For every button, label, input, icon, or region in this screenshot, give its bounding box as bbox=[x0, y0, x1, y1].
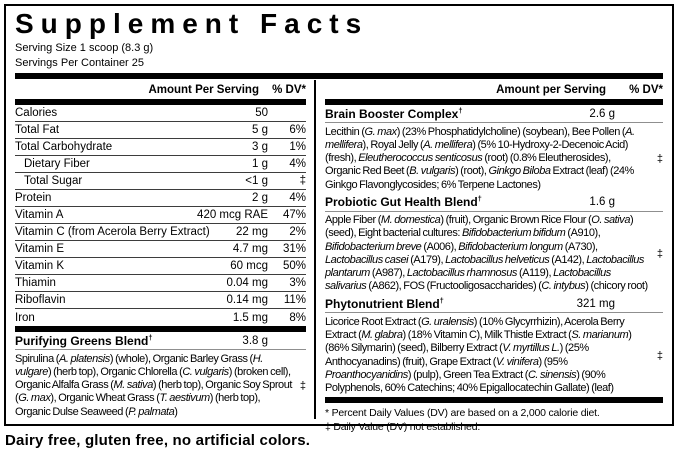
dagger-superscript: † bbox=[148, 332, 153, 342]
facts-columns bbox=[15, 80, 663, 434]
nutrient-dv: 50% bbox=[282, 260, 306, 273]
blend-ingredients: Apple Fiber (M. domestica) (fruit), Organic Brown Rice Flour (O. sativa) (seed), Eight bacterial cultures: Bifidobacterium bifidum (A910), Bifidobacterium breve (A006), Bifidobacterium longum (A730), Lactobacillus casei (A179), Lactobacillus helveticus (A142), Lactobacillus plantarum (A987), Lactobacillus rhamnosus (A119), Lactobacillus salivarius (A862), FOS (Fructooligosaccharides) (C. intybus) (chicory root) bbox=[325, 214, 648, 293]
footnotes bbox=[325, 406, 663, 434]
dagger-superscript: † bbox=[458, 105, 463, 115]
nutrient-dv: 4% bbox=[289, 158, 306, 171]
right-column-header bbox=[325, 80, 663, 99]
footnote-divider-bar bbox=[325, 397, 663, 403]
nutrient-amount: 1.5 mg bbox=[232, 311, 268, 324]
nutrient-name: Protein bbox=[15, 192, 52, 205]
nutrient-row-protein bbox=[15, 190, 306, 207]
blend-name bbox=[325, 107, 589, 121]
blend-amount: 2.6 g bbox=[589, 107, 615, 120]
nutrient-amount: 420 mcg RAE bbox=[197, 209, 268, 222]
nutrient-name: Thiamin bbox=[15, 277, 56, 290]
nutrient-amount: 50 bbox=[255, 107, 268, 120]
nutrient-dv: 2% bbox=[289, 226, 306, 239]
nutrient-amount: 2 g bbox=[252, 192, 268, 205]
nutrient-row-total-fat bbox=[15, 122, 306, 139]
nutrient-dv: 8% bbox=[289, 311, 306, 324]
nutrient-row-vitamin-a bbox=[15, 207, 306, 224]
nutrient-dv: 6% bbox=[289, 124, 306, 137]
blend-description-row bbox=[15, 350, 306, 421]
nutrient-name: Riboflavin bbox=[15, 294, 66, 307]
left-column-header bbox=[15, 80, 306, 99]
blend-description-row bbox=[325, 123, 663, 194]
blend-name bbox=[325, 297, 577, 311]
right-column bbox=[316, 80, 663, 434]
nutrient-dv: 3% bbox=[289, 277, 306, 290]
nutrient-dv: 11% bbox=[283, 294, 306, 307]
nutrient-name: Total Fat bbox=[15, 124, 60, 137]
percent-dv-header: % DV* bbox=[272, 83, 306, 96]
nutrient-name: Dietary Fiber bbox=[24, 158, 90, 171]
blend-name-text: Brain Booster Complex bbox=[325, 106, 459, 121]
no-dv-symbol: ‡ bbox=[656, 247, 663, 260]
dagger-superscript: † bbox=[439, 295, 444, 305]
footnote-percent-dv: * Percent Daily Values (DV) are based on a 2,000 calorie diet. bbox=[325, 407, 600, 420]
nutrient-dv: 31% bbox=[282, 243, 306, 256]
footnote-block bbox=[325, 397, 663, 434]
blend-amount: 321 mg bbox=[576, 297, 615, 310]
nutrient-amount: 0.04 mg bbox=[226, 277, 268, 290]
left-column bbox=[15, 80, 314, 419]
dagger-superscript: † bbox=[477, 194, 482, 204]
blend-name bbox=[325, 195, 589, 209]
supplement-facts-panel bbox=[4, 4, 674, 434]
nutrient-row-vitamin-e bbox=[15, 241, 306, 258]
nutrient-name: Calories bbox=[15, 107, 58, 120]
top-divider-bar bbox=[15, 73, 663, 79]
blend-ingredients: Spirulina (A. platensis) (whole), Organic Barley Grass (H. vulgare) (herb top), Organic Chlorella (C. vulgaris) (broken cell), Organic Alfalfa Grass (M. sativa) (herb top), Organic Soy Sprout (G. max), Organic Wheat Grass (T. aestivum) (herb top), Organic Dulse Seaweed (P. palmata) bbox=[15, 352, 292, 418]
nutrient-row-calories bbox=[15, 105, 306, 122]
blend-name-text: Purifying Greens Blend bbox=[15, 333, 149, 348]
amount-per-serving-header: Amount Per Serving bbox=[148, 83, 259, 96]
nutrient-row-dietary-fiber bbox=[15, 156, 306, 173]
nutrient-name: Vitamin K bbox=[15, 260, 65, 273]
serving-size: Serving Size 1 scoop (8.3 g) bbox=[15, 42, 154, 55]
blend-ingredients: Licorice Root Extract (G. uralensis) (10% Glycyrrhizin), Acerola Berry Extract (M. glabra) (18% Vitamin C), Milk Thistle Extract (S. marianum) (86% Silymarin) (seed), Bilberry Extract (V. myrtillus L.) (25% Anthocyanadins) (fruit), Grape Extract (V. vinifera) (95% Proanthocyanidins) (pulp), Green Tea Extract (C. sinensis) (90% Polyphenols, 60% Catechins; 40% Epigallocatechin Gallate) (leaf) bbox=[325, 315, 632, 394]
nutrient-amount: <1 g bbox=[245, 175, 268, 188]
nutrient-dv: ‡ bbox=[299, 175, 306, 188]
blend-description-row bbox=[325, 212, 663, 296]
nutrient-name: Total Carbohydrate bbox=[15, 141, 113, 154]
blend-description-row bbox=[325, 313, 663, 397]
no-dv-symbol: ‡ bbox=[656, 152, 663, 165]
nutrient-amount: 3 g bbox=[252, 141, 268, 154]
blend-name-text: Probiotic Gut Health Blend bbox=[325, 195, 478, 210]
blend-title-row-purifying-greens bbox=[15, 332, 306, 350]
nutrient-amount: 60 mcg bbox=[230, 260, 268, 273]
blend-ingredients: Lecithin (G. max) (23% Phosphatidylcholine) (soybean), Bee Pollen (A. mellifera), Royal Jelly (A. mellifera) (5% 10-Hydroxy-2-Decenoic Acid) (fresh), Eleutherococcus senticosus (root) (0.8% Eleutherosides), Organic Red Beet (B. vulgaris) (root), Ginkgo Biloba Extract (leaf) (24% Ginkgo Flavonglycosides; 6% Terpene Lactones) bbox=[325, 125, 635, 191]
nutrient-amount: 4.7 mg bbox=[232, 243, 268, 256]
blend-amount: 1.6 g bbox=[589, 196, 615, 209]
nutrient-amount: 22 mg bbox=[236, 226, 268, 239]
nutrient-name: Iron bbox=[15, 311, 35, 324]
nutrient-row-vitamin-c bbox=[15, 224, 306, 241]
no-dv-symbol: ‡ bbox=[656, 349, 663, 362]
nutrient-row-thiamin bbox=[15, 275, 306, 292]
blend-title-row-phytonutrient bbox=[325, 295, 663, 313]
bottom-note: Dairy free, gluten free, no artificial colors. bbox=[5, 432, 311, 449]
nutrient-row-total-sugar bbox=[15, 173, 306, 190]
nutrient-amount: 1 g bbox=[252, 158, 268, 171]
nutrient-row-vitamin-k bbox=[15, 258, 306, 275]
servings-per-container: Servings Per Container 25 bbox=[15, 56, 145, 69]
blend-title-row-brain-booster bbox=[325, 105, 663, 123]
nutrient-name: Vitamin E bbox=[15, 243, 65, 256]
nutrient-dv: 1% bbox=[289, 141, 306, 154]
nutrient-name: Vitamin C (from Acerola Berry Extract) bbox=[15, 226, 210, 239]
nutrient-amount: 0.14 mg bbox=[226, 294, 268, 307]
blend-name-text: Phytonutrient Blend bbox=[325, 296, 440, 311]
footnote-dv-not-established: ‡ Daily Value (DV) not established. bbox=[325, 421, 481, 434]
no-dv-symbol: ‡ bbox=[299, 379, 306, 392]
nutrient-amount: 5 g bbox=[252, 124, 268, 137]
blend-name bbox=[15, 334, 242, 348]
amount-per-serving-header: Amount per Serving bbox=[496, 83, 606, 96]
nutrient-name: Vitamin A bbox=[15, 209, 64, 222]
percent-dv-header: % DV* bbox=[629, 83, 663, 96]
nutrient-row-riboflavin bbox=[15, 292, 306, 309]
nutrient-name: Total Sugar bbox=[24, 175, 83, 188]
nutrient-row-iron bbox=[15, 309, 306, 326]
page-title: Supplement Facts bbox=[15, 8, 369, 39]
nutrient-dv: 47% bbox=[282, 209, 306, 222]
blend-amount: 3.8 g bbox=[242, 334, 268, 347]
nutrient-row-total-carbohydrate bbox=[15, 139, 306, 156]
blend-title-row-probiotic-gut-health bbox=[325, 194, 663, 212]
nutrient-dv: 4% bbox=[289, 192, 306, 205]
